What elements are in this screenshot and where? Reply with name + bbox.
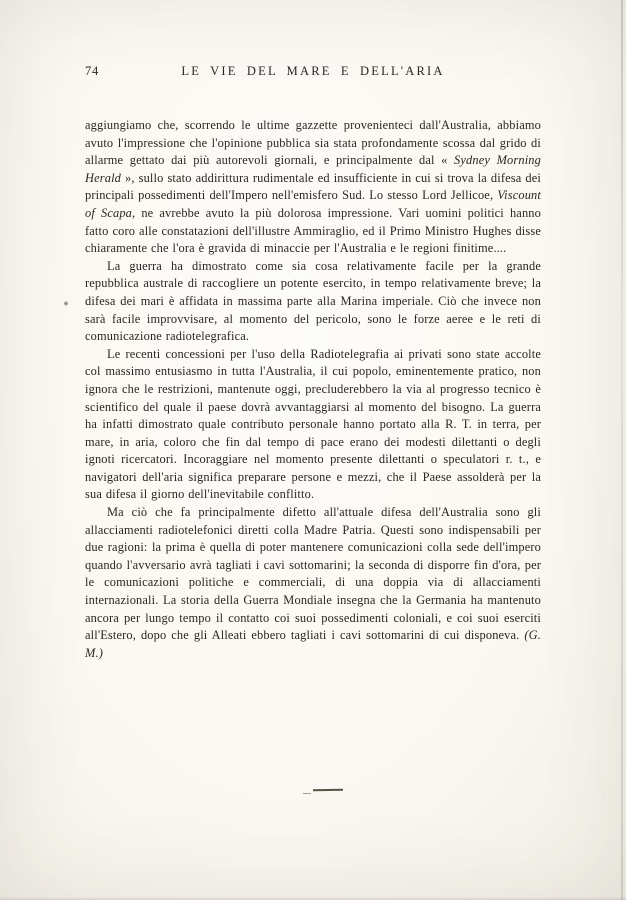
scan-artifact-dot [63, 301, 69, 306]
journal-title: LE VIE DEL MARE E DELL'ARIA [181, 64, 445, 78]
running-header [85, 64, 541, 82]
paragraph-4-seg-1: Ma ciò che fa principalmente difetto all'attuale difesa dell'Australia sono gli allacciamenti radiotelefonici diretti colla Madre Patria. Questi sono indispensabili per due ragioni: la prima è quella di poter mantenere comunicazioni colla sede dell'impero quando l'avversario avrà tagliati i cavi sottomarini; la seconda di disporre fin d'ora, per le comunicazioni politiche e commerciali, di una doppia via di allacciamenti internazionali. La storia della Guerra Mondiale insegna che la Germania ha mantenuto ancora per lungo tempo il contatto coi suoi possedimenti coloniali, e coi suoi eserciti all'Estero, dopo che gli Alleati ebbero tagliati i cavi sottomarini di cui disponeva. [85, 505, 541, 643]
page-number: 74 [85, 64, 100, 78]
paragraph-1-seg-2-italic: Sydney Morning Herald [85, 153, 541, 185]
scan-edge-shadow-right [621, 0, 623, 900]
paragraph-1-seg-4-italic: Viscount of Scapa, [85, 188, 541, 220]
paragraph-2-seg-1: La guerra ha dimostrato come sia cosa relativamente facile per la grande repubblica australe di raccogliere un potente esercito, in tempo relativamente breve; la difesa dei mari è affidata in massima parte alla Marina imperiale. Ciò che invece non sarà facile improvvisare, al momento del pericolo, sono le forze aeree e le reti di comunicazione radiotelegrafica. [85, 258, 541, 344]
paragraph-3 [85, 346, 541, 504]
paragraph-4-seg-2-italic: (G. M.) [85, 628, 541, 660]
footer-separator-minor-mark [303, 793, 311, 794]
paragraph-1-seg-3: », sullo stato addirittura rudimentale ed insufficiente in cui si trova la difesa dei principali possedimenti dell'Impero nell'emisfero Sud. Lo stesso Lord Jellicoe, [85, 170, 541, 203]
paragraph-1 [85, 117, 541, 258]
paragraph-4 [85, 504, 541, 662]
paragraph-1-seg-1: aggiungiamo che, scorrendo le ultime gazzette provenienteci dall'Australia, abbiamo avuto l'impressione che l'opinione pubblica sia stata profondamente scossa dal grido di allarme gettato dai più autorevoli giornali, e principalmente dal « [85, 118, 541, 168]
footer-separator-rule [313, 789, 343, 791]
article-body [85, 117, 541, 662]
paragraph-3-seg-1: Le recenti concessioni per l'uso della Radiotelegrafia ai privati sono state accolte col massimo entusiasmo in tutta l'Australia, il cui popolo, eminentemente pratico, non ignora che le restrizioni, mantenute oggi, precluderebbero la via al progresso tecnico è scientifico del quale il paese dovrà avvantaggiarsi al momento del bisogno. La guerra ha infatti dimostrato quale contributo personale hanno portato alla R. T. in terra, per mare, in aria, coloro che fin dal tempo di pace erano dei modesti dilettanti o degli ignoti ricercatori. Incoraggiare nel momento presente dilettanti o speculatori r. t., e navigatori dell'aria significa preparare persone e mezzi, che il Paese assolderà per la sua difesa il giorno dell'inevitabile conflitto. [85, 346, 541, 502]
paragraph-1-seg-5: ne avrebbe avuto la più dolorosa impressione. Vari uomini politici hanno fatto coro alle constatazioni dell'illustre Ammiraglio, ed il Primo Ministro Hughes disse chiaramente che l'ora è gravida di minaccie per l'Australia e le regioni finitime.... [85, 205, 541, 256]
paragraph-2 [85, 258, 541, 346]
